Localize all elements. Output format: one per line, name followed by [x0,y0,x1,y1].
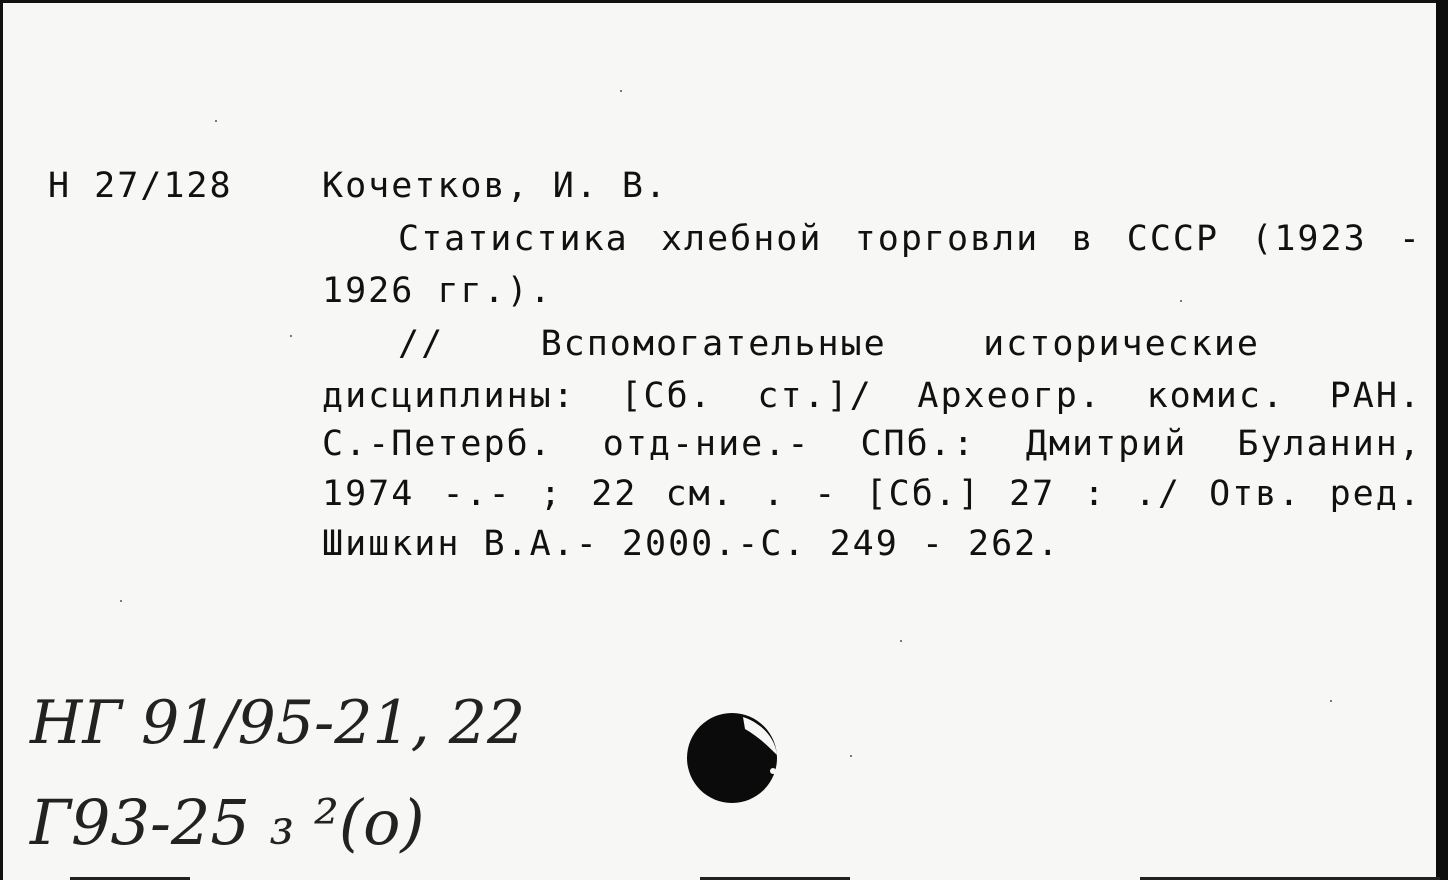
source-line-3 [322,424,1422,464]
source-word: Вспомогательные [540,324,887,364]
source-word: ; [539,474,563,514]
paper-speck [215,120,217,122]
paper-speck [850,755,852,757]
source-word: Дмитрий [1025,424,1188,464]
paper-speck [1330,700,1332,702]
source-word: дисциплины: [322,376,576,416]
title-word: торговли [854,219,1040,259]
author: Кочетков, И. В. [322,166,669,206]
source-word: 27 [1009,474,1056,514]
source-word: С.-Петерб. [322,424,553,464]
punch-hole-icon [685,707,783,805]
source-word: исторические [983,324,1260,364]
source-word: - [814,474,838,514]
source-word: ./ [1134,474,1181,514]
title-word: Статистика [398,219,629,259]
source-word: // [398,324,445,364]
source-word: . [762,474,787,514]
title-line-2: 1926 гг.). [322,271,553,311]
paper-speck [120,600,122,602]
source-word: Археогр. [917,376,1102,416]
card-top-edge [0,0,1448,3]
source-word: СПб.: [860,424,976,464]
title-word: СССР [1126,219,1220,259]
source-word: 22 [591,474,638,514]
source-word: Отв. [1209,474,1302,514]
source-word: : [1083,474,1107,514]
source-line-2 [322,376,1422,416]
paper-speck [1180,300,1182,302]
title-line-1 [322,219,1422,259]
source-word: ред. [1329,474,1422,514]
handwritten-shelf-note: Г93-25 ₃ ²(о) [30,786,425,859]
source-line-5: Шишкин В.А.- 2000.-С. 249 - 262. [322,524,1061,564]
source-word: ст.]/ [757,376,873,416]
source-line-1 [322,324,1260,364]
source-word: Буланин, [1237,424,1422,464]
paper-speck [620,90,622,92]
source-word: РАН. [1329,376,1422,416]
source-word: [Сб. [620,376,713,416]
title-word: в [1071,219,1095,259]
source-word: отд-ние.- [602,424,811,464]
source-word: см. [665,474,735,514]
paper-speck [290,335,292,337]
handwritten-shelf-note: НГ 91/95-21, 22 [30,688,526,758]
call-number: Н 27/128 [48,166,233,206]
source-word: 1974 [322,474,415,514]
title-word: - [1398,219,1422,259]
title-word: хлебной [660,219,823,259]
paper-speck [900,640,902,642]
card-left-edge [0,0,3,880]
card-right-edge [1436,0,1448,880]
source-line-4 [322,474,1422,514]
title-word: (1923 [1251,219,1367,259]
source-word: [Сб.] [865,474,981,514]
source-word: -.- [442,474,512,514]
source-word: комис. [1146,376,1286,416]
